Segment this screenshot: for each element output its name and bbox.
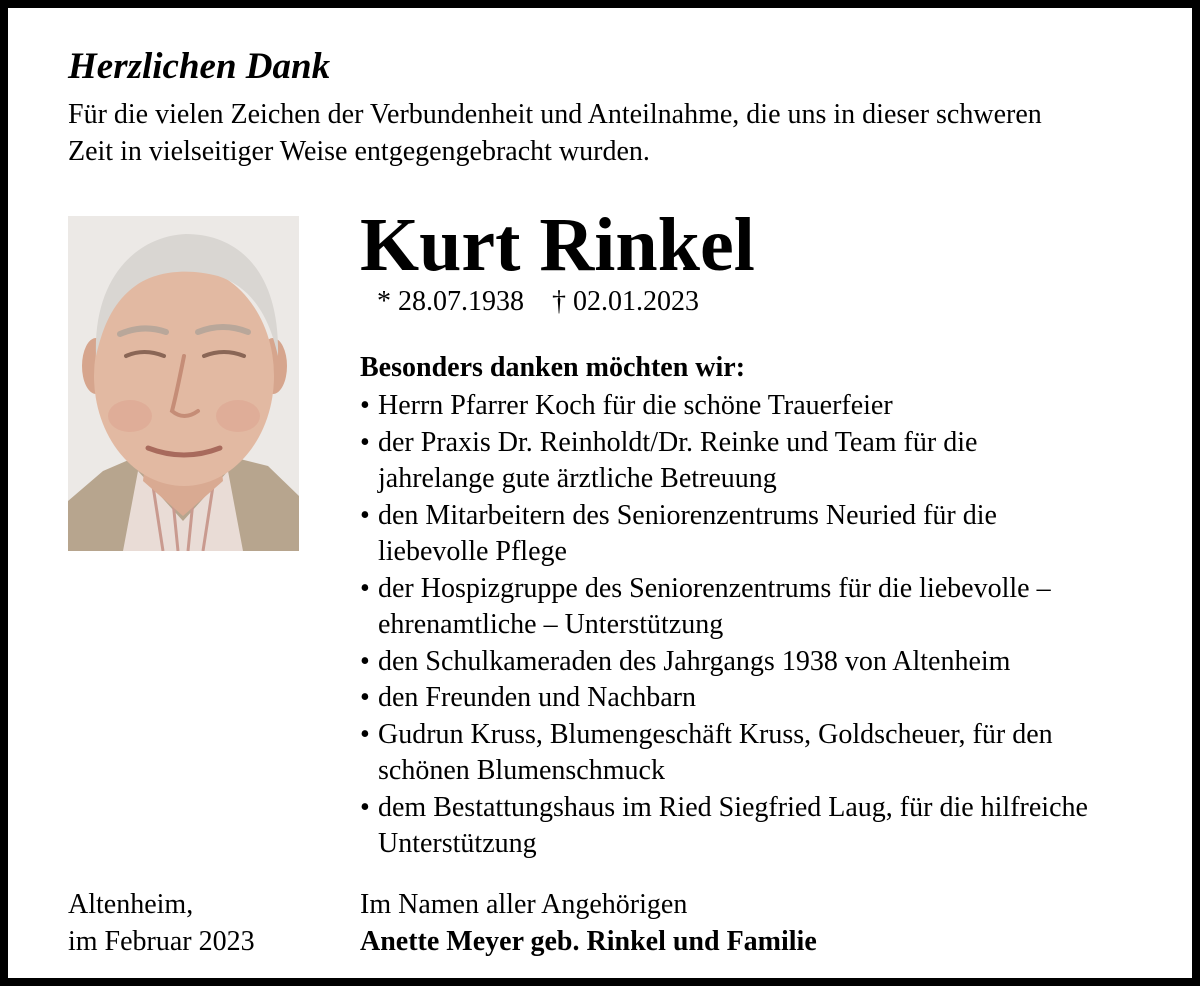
bullet-icon: • bbox=[360, 499, 370, 531]
portrait-image bbox=[68, 216, 299, 551]
deceased-name: Kurt Rinkel bbox=[360, 203, 755, 287]
thanks-item-line: der Hospizgruppe des Seniorenzentrums für die liebevolle – bbox=[378, 572, 1051, 604]
thanks-list-item bbox=[360, 388, 1160, 425]
thanks-item-line: dem Bestattungshaus im Ried Siegfried Laug, für die hilfreiche bbox=[378, 791, 1088, 823]
thanks-heading: Besonders danken möchten wir: bbox=[360, 352, 746, 383]
thanks-item-line: Herrn Pfarrer Koch für die schöne Trauerfeier bbox=[378, 390, 893, 421]
intro-line: Zeit in vielseitiger Weise entgegengebracht wurden. bbox=[68, 136, 650, 167]
thanks-title: Herzlichen Dank bbox=[68, 46, 331, 87]
place-and-date bbox=[68, 886, 255, 960]
thanks-list-item bbox=[360, 644, 1160, 681]
thanks-item-line: Gudrun Kruss, Blumengeschäft Kruss, Goldscheuer, für den bbox=[378, 718, 1053, 750]
thanks-item-line: jahrelange gute ärztliche Betreuung bbox=[378, 463, 777, 494]
birth-date: * 28.07.1938 bbox=[377, 286, 524, 317]
on-behalf-text: Im Namen aller Angehörigen bbox=[360, 889, 688, 920]
signature bbox=[360, 886, 817, 960]
date: im Februar 2023 bbox=[68, 926, 255, 957]
bullet-icon: • bbox=[360, 718, 370, 750]
family-name: Anette Meyer geb. Rinkel und Familie bbox=[360, 926, 817, 957]
bullet-icon: • bbox=[360, 426, 370, 458]
death-date: † 02.01.2023 bbox=[552, 286, 699, 317]
life-dates bbox=[377, 284, 699, 320]
thanks-item-line: Unterstützung bbox=[378, 828, 537, 859]
thanks-item-line: den Mitarbeitern des Seniorenzentrums Neuried für die bbox=[378, 499, 997, 531]
thanks-item-line: der Praxis Dr. Reinholdt/Dr. Reinke und Team für die bbox=[378, 426, 978, 458]
thanks-item-line: den Freunden und Nachbarn bbox=[378, 682, 697, 713]
thanks-item-line: ehrenamtliche – Unterstützung bbox=[378, 609, 724, 640]
thanks-list-item bbox=[360, 425, 1160, 498]
place: Altenheim, bbox=[68, 889, 194, 920]
thanks-item-line: schönen Blumenschmuck bbox=[378, 755, 665, 786]
bullet-icon: • bbox=[360, 645, 370, 677]
thanks-item-line: den Schulkameraden des Jahrgangs 1938 von Altenheim bbox=[378, 645, 1011, 677]
intro-line: Für die vielen Zeichen der Verbundenheit und Anteilnahme, die uns in dieser schweren bbox=[68, 99, 1042, 130]
thanks-list-item bbox=[360, 571, 1160, 644]
thanks-list-item bbox=[360, 498, 1160, 571]
bullet-icon: • bbox=[360, 572, 370, 604]
thanks-list-item bbox=[360, 680, 1160, 717]
portrait-photo bbox=[68, 216, 299, 551]
thanks-list bbox=[360, 388, 1160, 863]
thanks-list-item bbox=[360, 790, 1160, 863]
bullet-icon: • bbox=[360, 682, 370, 713]
bullet-icon: • bbox=[360, 791, 370, 823]
bullet-icon: • bbox=[360, 390, 370, 421]
thanks-item-line: liebevolle Pflege bbox=[378, 536, 567, 567]
intro-text bbox=[68, 96, 1148, 170]
thanks-list-item bbox=[360, 717, 1160, 790]
